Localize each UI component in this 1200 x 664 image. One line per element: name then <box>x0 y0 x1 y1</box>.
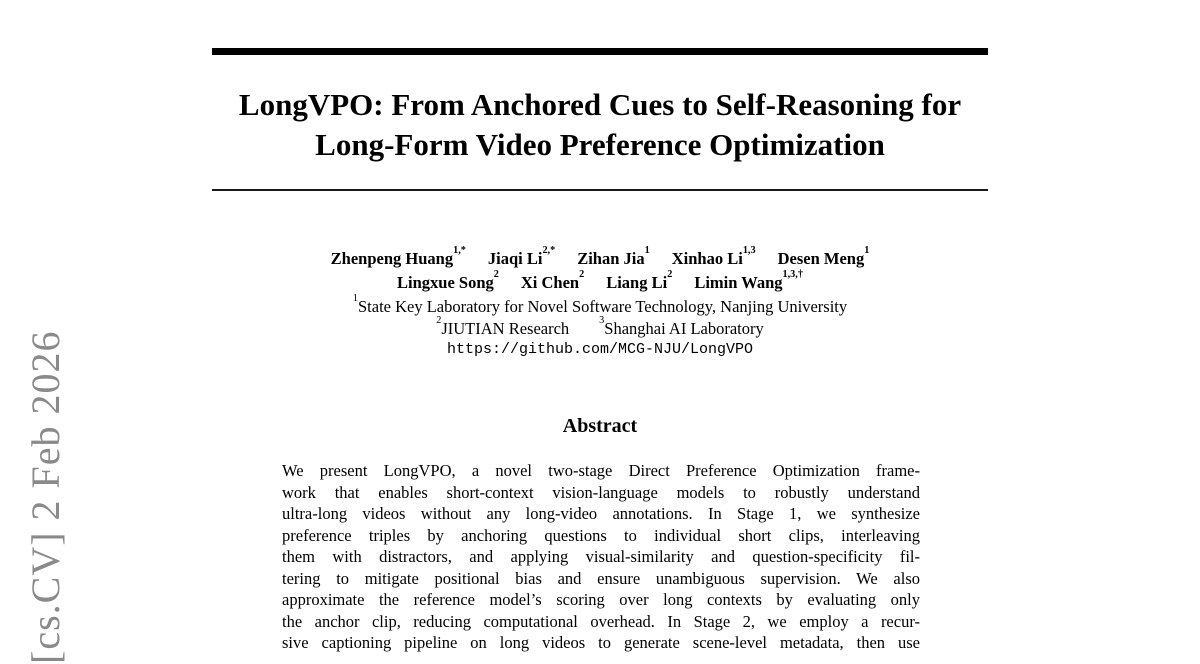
author-name: Zihan Jia$^1$ <box>577 244 650 268</box>
author-name: Zhenpeng Huang$^{1,*}$ <box>330 244 466 268</box>
abstract-line: We present LongVPO, a novel two-stage Direct Preference Optimization frame- <box>282 461 920 480</box>
author-name: Limin Wang$^{1,3,\dagger}$ <box>694 268 803 292</box>
title-rule-top <box>212 48 988 55</box>
paper-title <box>212 85 988 165</box>
project-link-row <box>212 340 988 360</box>
abstract-line: approximate the reference model’s scoring over long contexts by evaluating only <box>282 590 920 609</box>
author-block <box>212 244 988 295</box>
abstract-line: ultra-long videos without any long-video annotations. In Stage 1, we synthesize <box>282 504 920 523</box>
author-name: Desen Meng$^1$ <box>777 244 870 268</box>
author-affiliation-marker: 1 <box>864 244 870 256</box>
abstract-line: tering to mitigate positional bias and ensure unambiguous supervision. We also <box>282 568 920 588</box>
abstract-heading: Abstract <box>562 415 638 437</box>
affiliation-line-2 <box>212 314 988 340</box>
abstract-line: work that enables short-context vision-language models to robustly understand <box>282 482 920 502</box>
affiliation-marker: 3 <box>599 314 605 326</box>
author-name: Jiaqi $Li^{2,*}$ <box>487 244 556 268</box>
affiliation: $^3$Shanghai AI Laboratory <box>599 314 764 338</box>
abstract-line: them with distractors, and applying visual-similarity and question-specificity fil- <box>282 547 920 566</box>
author-affiliation-marker: 1,* <box>453 244 466 256</box>
author-affiliation-marker: 2 <box>667 268 673 280</box>
author-affiliation-marker: 1,3 <box>742 244 756 256</box>
arxiv-watermark: [cs.CV] 2 Feb 2026 <box>23 330 68 664</box>
paper-title-line1: LongVPO: From Anchored Cues to Self-Reasoning for <box>238 87 962 122</box>
affiliation: $^2$JIUTIAN Research <box>436 314 570 338</box>
author-name: Liang Li$^2$ <box>606 268 673 292</box>
author-name: Xi Chen$^2$ <box>520 268 585 292</box>
paper-title-line2: Long-Form Video Preference Optimization <box>315 127 885 162</box>
affiliation-block <box>212 292 988 340</box>
author-line-1 <box>212 244 988 271</box>
author-line-2 <box>212 268 988 295</box>
author-affiliation-marker: 2 <box>579 268 585 280</box>
author-name: Xinhao Li$^{1,3}$ <box>671 244 756 268</box>
author-affiliation-marker: 1 <box>644 244 650 256</box>
abstract-line: preference triples by anchoring questions to individual short clips, interleaving <box>282 525 920 545</box>
affiliation-marker: 2 <box>436 314 442 326</box>
abstract-line: the anchor clip, reducing computational overhead. In Stage 2, we employ a recur- <box>282 611 920 631</box>
abstract-line: sive captioning pipeline on long videos to generate scene-level metadata, then use <box>282 633 920 652</box>
author-affiliation-marker: 2 <box>493 268 499 280</box>
title-rule-bottom <box>212 189 988 191</box>
author-affiliation-marker: 2,* <box>542 244 556 256</box>
author-affiliation-marker: 1,3,† <box>782 268 803 280</box>
project-url-link[interactable]: https://github.com/MCG-NJU/LongVPO <box>446 341 754 358</box>
author-name: Lingxue Song$^2$ <box>397 268 499 292</box>
affiliation-marker: 1 <box>352 292 358 304</box>
affiliation: $^1$State Key Laboratory for Novel Software Technology, Nanjing University <box>352 292 848 316</box>
abstract-body <box>282 460 920 654</box>
